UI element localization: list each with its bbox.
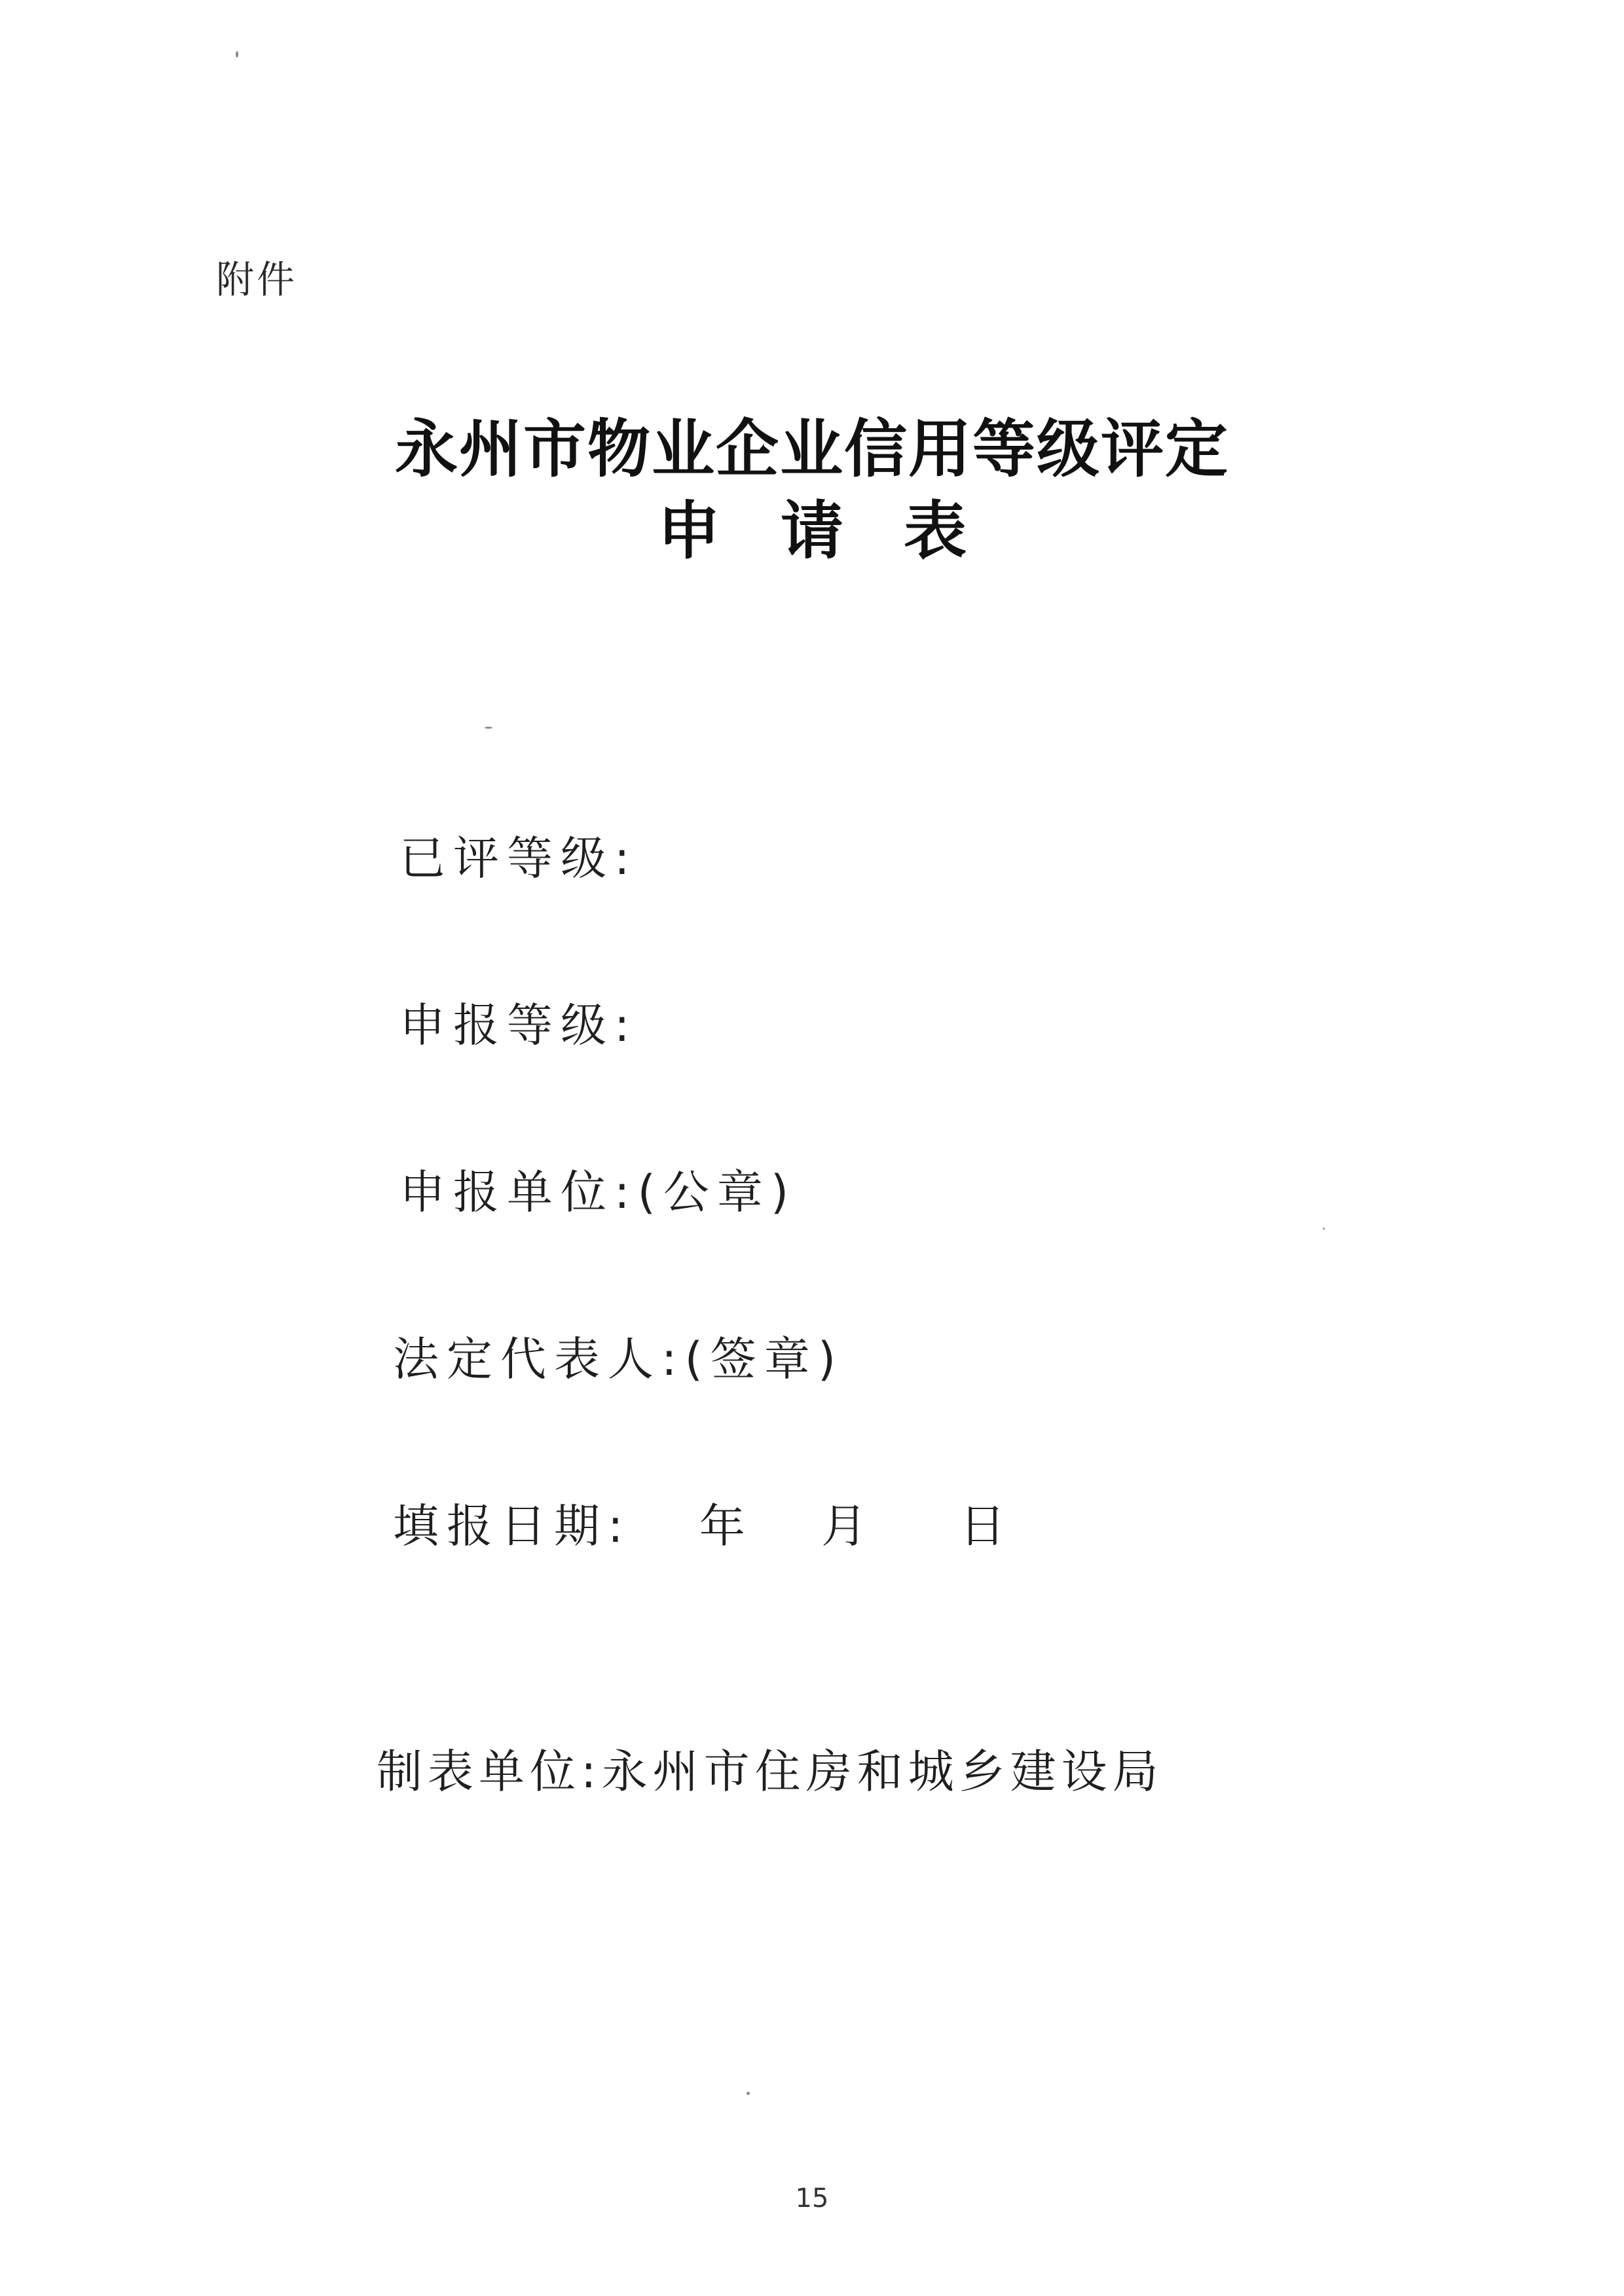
scan-speck xyxy=(236,51,238,58)
scan-speck xyxy=(747,2092,750,2095)
declaring-unit-field: 申报单位:(公章) xyxy=(399,1165,797,1219)
rated-level-field: 已评等级: xyxy=(399,831,638,885)
legal-representative-field: 法定代表人:(签章) xyxy=(393,1332,844,1386)
scan-speck xyxy=(485,727,492,729)
date-year: 年 xyxy=(699,1499,753,1553)
form-title: 永州市物业企业信用等级评定 xyxy=(395,412,1229,486)
fill-date-label: 填报日期: xyxy=(393,1499,631,1553)
fill-date-field xyxy=(393,1489,1013,1556)
attachment-label: 附件 xyxy=(216,257,298,302)
date-month: 月 xyxy=(821,1499,876,1553)
form-maker-unit: 制表单位:永州市住房和城乡建设局 xyxy=(377,1745,1164,1798)
declared-level-field: 申报等级: xyxy=(399,998,638,1052)
scan-speck xyxy=(1323,1228,1325,1230)
date-day: 日 xyxy=(959,1499,1014,1553)
form-subtitle: 申请表 xyxy=(657,494,1027,568)
page-number: 15 xyxy=(795,2183,829,2214)
